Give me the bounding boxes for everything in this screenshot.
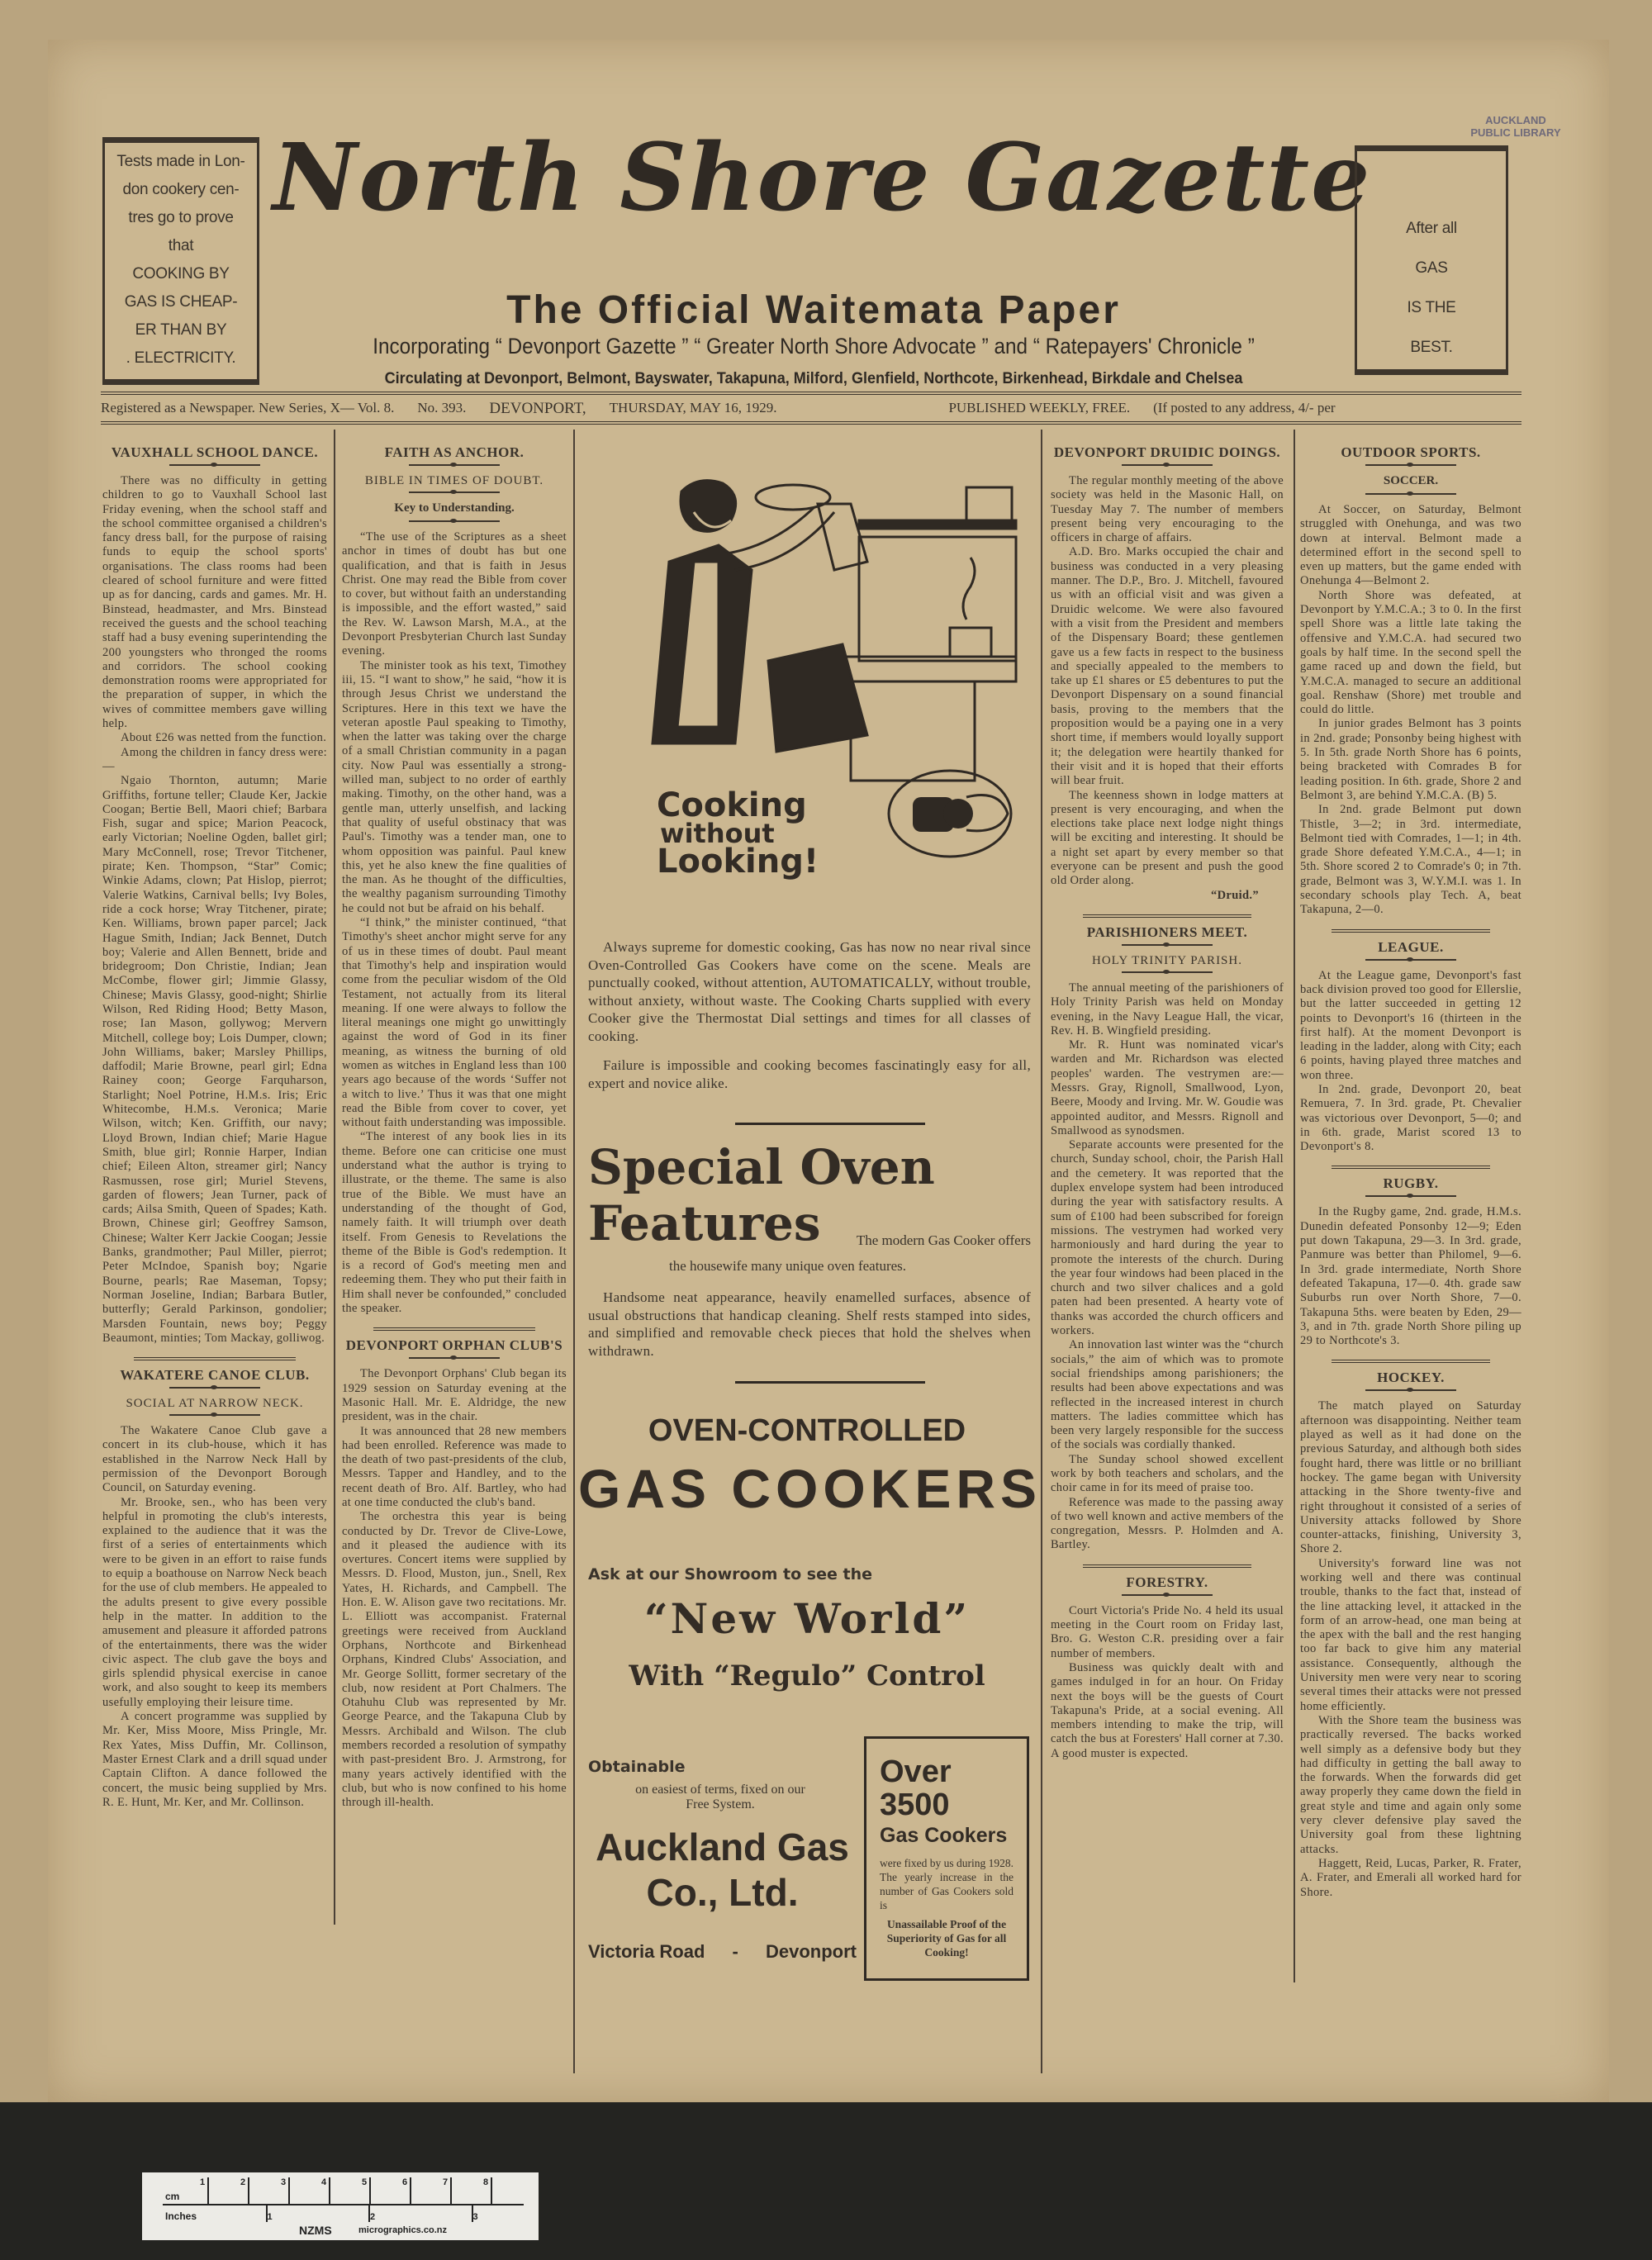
article-headline: FORESTRY.: [1126, 1574, 1208, 1590]
ornament-rule: [409, 1357, 500, 1359]
ornament-rule: [409, 520, 500, 522]
column-4: [1051, 438, 1284, 2098]
cm-tick: 7: [443, 2177, 452, 2204]
ear-line: don cookery cen-: [122, 181, 240, 198]
dateline-rule: [101, 421, 1521, 425]
gas-cookers-heading: GAS COOKERS: [578, 1458, 1042, 1519]
article: [1300, 444, 1521, 918]
scale-ruler: [142, 2172, 539, 2240]
article: [1051, 1564, 1284, 1761]
address-separator: -: [732, 1941, 738, 1962]
column-divider: [1041, 430, 1042, 2073]
article-paragraph: The Sunday school showed excellent work by both teachers and scholars, and the choir came in for its meed of praise too.: [1051, 1452, 1284, 1495]
showroom-line: Ask at our Showroom to see the: [588, 1565, 872, 1583]
ornament-rule: [1122, 1594, 1213, 1596]
article-paragraph: The annual meeting of the parishioners of Holy Trinity Parish was held on Monday evening, in the Navy League Hall, the vicar, Rev. H. B. Wingfield presiding.: [1051, 980, 1284, 1037]
cm-label: cm: [165, 2191, 180, 2202]
article-headline: WAKATERE CANOE CLUB.: [120, 1367, 310, 1384]
ruler-website: micrographics.co.nz: [358, 2225, 447, 2235]
box-over: Over: [880, 1754, 952, 1789]
article-subheading: Key to Understanding.: [394, 501, 515, 515]
terms-text: [588, 1783, 852, 1812]
article: [102, 1357, 327, 1810]
inches-label: Inches: [165, 2210, 197, 2222]
article: [342, 1327, 567, 1810]
ornament-rule: [409, 464, 500, 466]
ear-line: IS THE: [1407, 299, 1456, 316]
article-headline: VAUXHALL SCHOOL DANCE.: [111, 444, 319, 460]
ornament-rule: [1122, 971, 1213, 973]
article-paragraph: A concert programme was supplied by Mr. Ker, Miss Moore, Miss Pringle, Mr. Rex Yates, Miss Duffin, Mr. Collinson, Master Ernest Clark and a drill squad under Captain Clifton. A dance followed the concert, the music being supplied by Mrs. R. E. Hunt, Mr. Ker, and Mr. Collinson.: [102, 1710, 327, 1809]
article: [1300, 1360, 1521, 1899]
sales-box: [864, 1736, 1029, 1981]
ear-line: After all: [1406, 220, 1457, 237]
inch-tick: 2: [368, 2204, 375, 2222]
cm-tick: 5: [362, 2177, 371, 2204]
gas-cooker-advert: [578, 438, 1042, 2098]
article-paragraph: The Wakatere Canoe Club gave a concert in its club-house, which it has established in the Narrow Neck Hall by permission of the Devonport Borough Council, on Saturday evening.: [102, 1424, 327, 1495]
ear-line: ER THAN BY: [135, 321, 227, 339]
article-subheading: BIBLE IN TIMES OF DOUBT.: [364, 474, 544, 487]
company-name: Auckland Gas: [596, 1826, 849, 1868]
column-divider: [573, 430, 575, 2073]
ear-line: . ELECTRICITY.: [126, 349, 236, 367]
article-paragraph: Mr. Brooke, sen., who has been very helpful in promoting the club's interests, explained to the audience that it was the first of a series of entertainments which were to be given in an effort to raise funds to equip a boathouse on Narrow Neck beach for the use of club members. He appealed to the adults present to give every possible help in the matter. In addition to the amusement and pleasure it afforded patrons of the entertainments, there was the wider civic aspect. The club gave the boys and girls splendid physical exercise in canoe work, and also sought to keep its members usefully employing their leisure time.: [102, 1495, 327, 1709]
article: [1300, 1166, 1521, 1348]
slogan-line: Looking!: [657, 843, 819, 881]
regulo-heading: With “Regulo” Control: [629, 1659, 985, 1693]
article-separator: [373, 1327, 535, 1331]
ear-line: BEST.: [1410, 339, 1453, 356]
ear-line: Tests made in Lon-: [116, 153, 245, 170]
advert-rule: [735, 1123, 925, 1125]
publication-frequency: PUBLISHED WEEKLY, FREE.: [948, 400, 1131, 415]
article-separator: [1332, 1166, 1491, 1169]
article-separator: [134, 1357, 296, 1360]
article-paragraph: The Devonport Orphans' Club began its 1929 session on Saturday evening at the Masonic Hall. Mr. E. Aldridge, the new president, was in the chair.: [342, 1367, 567, 1424]
registration: Registered as a Newspaper. New Series, X— Vol. 8.: [101, 400, 395, 415]
inch-tick: 1: [266, 2204, 273, 2222]
advert-paragraph: Failure is impossible and cooking becomes fascinatingly easy for all, expert and novice alike.: [588, 1057, 1031, 1091]
article-paragraph: “The interest of any book lies in its theme. Before one can criticise one must understand what the author is trying to illustrate, or the theme. The same is also true of the Bible. We must have an understanding of the thought of God, namely faith. It will triumph over death itself. From Genesis to Revelations the theme of the Bible is God's redemption. It is a record of God's meeting men and redeeming them. They who put their faith in Him shall never be confounded,” concluded the speaker.: [342, 1130, 567, 1316]
ornament-rule: [169, 1387, 260, 1389]
ornament-rule: [409, 491, 500, 493]
dateline: [101, 400, 1521, 418]
article: [342, 444, 567, 1316]
article: [1051, 444, 1284, 903]
advert-paragraph: Always supreme for domestic cooking, Gas has now no near rival since Oven-Controlled Gas Cookers have come on the scene. Meals are punctually cooked, without attention, AUTOMATICALLY, without trouble, without anxiety, without waste. The Cooking Charts supplied with every Cooker give the Thermostat Dial settings and times for all classes of cooking.: [588, 939, 1031, 1044]
article-paragraph: About £26 was netted from the function.: [121, 731, 327, 745]
article-signature: “Druid.”: [1211, 888, 1259, 902]
special-aside: The modern Gas Cooker offers: [856, 1232, 1031, 1248]
article-paragraph: An innovation last winter was the “church socials,” the aim of which was to promote social friendships among parishioners; the results had been above expectations and was reflected in the increased interest in church matters. The ladies committee which has been very largely responsible for the success of the socials was cordially thanked.: [1051, 1338, 1284, 1452]
box-cookers: Gas Cookers: [880, 1824, 1008, 1847]
article: [1300, 929, 1521, 1155]
ornament-rule: [169, 464, 260, 466]
column-1: [102, 438, 327, 2098]
special-aside: the housewife many unique oven features.: [669, 1258, 907, 1274]
terms-line: Free System.: [686, 1797, 755, 1811]
new-world-heading: “New World”: [643, 1594, 971, 1643]
ear-line: GAS: [1415, 259, 1448, 277]
masthead-circulation: Circulating at Devonport, Belmont, Bayswater, Takapuna, Milford, Glenfield, Northcote, Birkenhead, Birkdale and Chelsea: [384, 370, 1243, 387]
article-paragraph: The match played on Saturday afternoon was disappointing. Neither team played as well as it had done on the previous Saturday, and although both sides fought hard, there was little or no brilliant hockey. The game began with University attacking in the Shore twenty-five and right throughout it consisted of a series of University attacks followed by Shore counter-attacks, finishing, University 3, Shore 2.: [1300, 1399, 1521, 1556]
library-stamp: [1454, 114, 1578, 139]
article-paragraph: In 2nd. grade Belmont put down Thistle, 3—2; in 3rd. intermediate, Belmont tied with Comrades, 1—1; in 4th. grade Shore defeated Y.M.C.A., 4—1; in 5th. Shore scored 2 to Comrade's 0; in 7th. grade, Belmont was 3, W.Y.M.I. was 1. In secondary schools play Tech. A, beat Takapuna, 2—0.: [1300, 803, 1521, 917]
article-paragraph: Among the children in fancy dress were:—: [102, 745, 327, 773]
article-headline: DEVONPORT DRUIDIC DOINGS.: [1053, 444, 1281, 460]
masthead-incorporating: Incorporating “ Devonport Gazette ” “ Greater North Shore Advocate ” and “ Ratepayers' Chronicle ”: [373, 334, 1255, 358]
slogan: [657, 786, 819, 881]
woman-at-gas-cooker-illustration: [603, 454, 1032, 785]
article-paragraph: It was announced that 28 new members had been enrolled. Reference was made to the death of two past-presidents of the club, Messrs. Tapper and Handley, and to the recent death of Bro. Alf. Bartley, who had at one time conducted the club's band.: [342, 1424, 567, 1509]
right-ear-advert: [1355, 145, 1508, 375]
ornament-rule: [1365, 464, 1456, 466]
article-paragraph: Mr. R. Hunt was nominated vicar's warden and Mr. Richardson was elected peoples' warden. The vestrymen are:—Messrs. Gray, Rignoll, Smallwood, Lyon, Beere, Moody and Irving. Mr. W. Goudie was appointed auditor, and Messrs. Rignoll and Smallwood as synodsmen.: [1051, 1038, 1284, 1137]
masthead-rule: [101, 392, 1521, 395]
special-oven-heading: Features: [588, 1195, 821, 1251]
article-paragraph: Separate accounts were presented for the church, Sunday school, choir, the Parish Hall and the cemetery. It was reported that the duplex envelope system had been introduced during the year with satisfactory results. A sum of £100 had been subscribed for foreign missions. The vestrymen had worked very harmoniously and hard during the year to promote the interests of the church. During the year four windows had been placed in the church and two silver chalices and a gold paten had been presented. A hearty vote of thanks was accorded the church officers and workers.: [1051, 1138, 1284, 1338]
cm-tick: 4: [321, 2177, 330, 2204]
stamp-line: AUCKLAND: [1485, 114, 1546, 126]
left-ear-advert: [102, 137, 259, 385]
column-divider: [334, 430, 335, 1925]
article-separator: [1083, 1564, 1251, 1568]
advert-rule: [735, 1381, 925, 1384]
column-2: [342, 438, 567, 2098]
article-paragraph: With the Shore team the business was practically reversed. The backs worked well simply as a defensive body but they had difficulty in getting the ball away to the forwards. When the forwards did get away properly they came down the field in great style and time and again only some very clever defensive play saved the University goal from these lightning attacks.: [1300, 1713, 1521, 1856]
article-paragraph: There was no difficulty in getting children to go to Vauxhall School last Friday evening, when the school staff and the school committee organised a children's fancy dress ball, for the purpose of raising funds to equip the school sports' organisations. The class rooms had been cleared of school furniture and were fitted up as for dancing, cards and games. Mr. H. Binstead, headmaster, and Mrs. Binstead received the guests and the school teaching staff had a busy evening superintending the 200 youngsters who thronged the rooms and corridors. The school cooking demonstration rooms were appropriated for the preparation of supper, in which the wives of committee members gave willing help.: [102, 474, 327, 731]
slogan-line: without: [660, 818, 775, 849]
article-paragraph: “The use of the Scriptures as a sheet anchor in times of doubt has but one qualification, and that is faith in Jesus Christ. One may read the Bible from cover to cover, but without faith an understanding is impossible, and the effort wasted,” said the Rev. W. Lawson Marsh, M.A., at the Devonport Presbyterian Church last Sunday evening.: [342, 530, 567, 658]
box-text: were fixed by us during 1928. The yearly increase in the number of Gas Cookers sold is: [880, 1857, 1014, 1911]
article-headline: HOCKEY.: [1377, 1370, 1445, 1386]
article-paragraph: In 2nd. grade, Devonport 20, beat Remuera, 7. In 3rd. grade, Pt. Chevalier was victorious over Devonport, 5—0; and in 6th. grade, Marist scored 13 to Devonport's 8.: [1300, 1082, 1521, 1154]
ornament-rule: [1365, 959, 1456, 961]
article-paragraph: Haggett, Reid, Lucas, Parker, R. Frater, A. Frater, and Emerali all worked hard for Shore.: [1300, 1856, 1521, 1899]
article-paragraph: Business was quickly dealt with and games indulged in for an hour. On Friday next the boys will be the guests of Court Takapuna's Pride, at a social evening. All members intending to make the trip, will catch the bus at Foresters' Hall corner at 7.30. A good muster is expected.: [1051, 1660, 1284, 1760]
masthead-subtitle: The Official Waitemata Paper: [506, 288, 1121, 332]
article-paragraph: North Shore was defeated, at Devonport by Y.M.C.A.; 3 to 0. In the first spell Shore was a little late taking the offensive and Y.M.C.A. had secured two goals by half time. In the second spell the game raced up and down the field, but Y.M.C.A. managed to secure an additional goal. Renshaw (Shore) met trouble and could do little.: [1300, 588, 1521, 717]
special-oven-heading: Special Oven: [588, 1139, 935, 1195]
slogan-line: Cooking: [657, 786, 807, 824]
address-town: Devonport: [766, 1941, 857, 1962]
article-separator: [1083, 914, 1251, 918]
ruler-brand: NZMS: [299, 2224, 332, 2237]
oven-controlled-heading: OVEN-CONTROLLED: [648, 1413, 966, 1448]
obtainable-label: Obtainable: [588, 1758, 686, 1776]
stamp-line: PUBLIC LIBRARY: [1470, 126, 1561, 139]
article-headline: RUGBY.: [1383, 1175, 1439, 1192]
box-number: 3500: [880, 1788, 950, 1822]
article-paragraph: A.D. Bro. Marks occupied the chair and business was conducted in a very pleasing manner. The D.P., Bro. J. Mitchell, favoured us with an official visit and was given a Druidic welcome. We were also favoured with a visit from the President and members of the Dispensary Board; these gentlemen gave us a few facts in respect to the business and specially appealed to the members to take up £1 shares or £5 debentures to put the Devonport Dispensary on a sound financial basis, proving to the members that the proposition would be a paying one in a very short time, if members would loyally support it; the delegation were heartily thanked for their visit and it is hoped that their efforts will bear fruit.: [1051, 545, 1284, 788]
article-paragraph: At Soccer, on Saturday, Belmont struggled with Onehunga, and was two down at interval. Belmont made a determined effort in the second spell to even up matters, but the game ended with Onehunga 4—Belmont 2.: [1300, 503, 1521, 588]
article-paragraph: Court Victoria's Pride No. 4 held its usual meeting in the Court room on Friday last, Bro. G. Weston C.R. presiding over a fair number of members.: [1051, 1603, 1284, 1660]
cm-tick: 8: [483, 2177, 492, 2204]
cm-tick: 3: [281, 2177, 290, 2204]
ornament-rule: [169, 1414, 260, 1416]
masthead-title: North Shore Gazette: [273, 124, 1372, 232]
article: [102, 444, 327, 1346]
article-headline: FAITH AS ANCHOR.: [384, 444, 525, 460]
ornament-rule: [1122, 944, 1213, 946]
ear-line: COOKING BY: [132, 265, 230, 282]
advert-paragraph: Handsome neat appearance, heavily enamelled surfaces, absence of usual obstructions that handicap cleaning. Shelf rests stamped into sides, and simplified and removable check pieces that hold the shelves when withdrawn.: [588, 1289, 1031, 1359]
features-text: [588, 1289, 1031, 1360]
article-headline: PARISHIONERS MEET.: [1086, 923, 1248, 940]
column-5: [1300, 438, 1521, 2098]
article-separator: [1332, 1360, 1491, 1363]
terms-line: on easiest of terms, fixed on our: [635, 1783, 805, 1797]
company-address: [588, 1941, 857, 1963]
issue-number: No. 393.: [417, 400, 467, 415]
inch-tick: 3: [472, 2204, 478, 2222]
article: [1051, 914, 1284, 1553]
article-paragraph: In junior grades Belmont has 3 points in 2nd. grade; Ponsonby being highest with 5. In 5th. grade North Shore has 6 points, being bracketed with Comrades B for leading position. In 6th. grade, Shore 2 and Belmont 3, are behind Y.M.C.A. (B) 5.: [1300, 717, 1521, 802]
postage-note: (If posted to any address, 4/- per: [1153, 400, 1336, 415]
article-paragraph: At the League game, Devonport's fast back division proved too good for Ellerslie, but the latter succeeded in getting 12 points to Devonport's 16 (thirteen in the first half). At the moment Devonport is leading in the ladder, along with City; each 6 points, having played three matches and won three.: [1300, 968, 1521, 1082]
article-paragraph: The keenness shown in lodge matters at present is very encouraging, and when the elections take place next lodge night things will be exciting and interesting. It should be a night set apart by every member so that everyone can be present and push the good old Order along.: [1051, 788, 1284, 888]
cm-tick: 6: [402, 2177, 411, 2204]
cm-tick: 1: [200, 2177, 209, 2204]
cm-tick: 2: [240, 2177, 249, 2204]
box-proof: Unassailable Proof of the Superiority of Gas for all Cooking!: [886, 1918, 1007, 1959]
issue-date: THURSDAY, MAY 16, 1929.: [609, 400, 777, 415]
article-paragraph: Reference was made to the passing away of two well known and active members of the congregation, Messrs. P. Holmden and A. Bartley.: [1051, 1495, 1284, 1552]
ear-line: that: [168, 237, 194, 254]
ornament-rule: [1365, 1389, 1456, 1391]
ornament-rule: [1122, 464, 1213, 466]
advert-intro: [588, 938, 1031, 1092]
article-paragraph: University's forward line was not working well and there was continual trouble, thanks to the fact that, instead of the line attacking level, it attacked in the form of an arrow-head, one man being at the apex with the ball and the rest hanging too far back to give him any material assistance. Consequently, although the University men were very near to scoring several times their attacks were not pressed home efficiently.: [1300, 1556, 1521, 1713]
article-separator: [1332, 929, 1491, 933]
ruler-line: [163, 2204, 524, 2205]
ear-line: tres go to prove: [128, 209, 234, 226]
article-subheading: HOLY TRINITY PARISH.: [1092, 953, 1242, 967]
company-name: Co., Ltd.: [646, 1871, 799, 1914]
address-street: Victoria Road: [588, 1941, 705, 1962]
ear-line: GAS IS CHEAP-: [124, 293, 238, 311]
place: DEVONPORT,: [489, 400, 586, 417]
column-divider: [1294, 430, 1295, 1982]
ornament-rule: [1365, 493, 1456, 495]
article-headline: LEAGUE.: [1378, 938, 1444, 955]
article-headline: DEVONPORT ORPHAN CLUB'S: [345, 1337, 563, 1354]
article-paragraph: The minister took as his text, Timothey iii, 15. “I want to show,” he said, “how it is through Jesus Christ we understand the Scriptures. Here in this text we have the veteran apostle Paul speaking to Timothy, when the latter was taking over the charge of a small Christian community in a pagan city. Now Paul was essentially a strong-willed man, subject to no order of earthly making. Timothy, on the other hand, was a gentle man, utterly unselfish, and lacking that quality of useful obstinacy that was Paul's. Timothy was a tender man, one to whom opposition was painful. Paul knew this, yet he also knew the fine qualities of the man. As he thought of the difficulties, the wealthy paganism surrounding Timothy he could not but be afraid on his behalf.: [342, 658, 567, 915]
thermostat-dial-inset-icon: [884, 764, 1016, 863]
article-subheading: SOCCER.: [1383, 474, 1439, 487]
article-paragraph: In the Rugby game, 2nd. grade, H.M.s. Dunedin defeated Ponsonby 12—9; Eden put down Takapuna, 29—3. In 3rd. grade, Panmure was better than Philomel, 9—6. In 3rd. grade intermediate, North Shore defeated Takapuna, 17—0. 4th. grade saw Suburbs run over North Shore, 7—0. Takapuna 5ths. were beaten by Eden, 29—3, and in 7th. grade North Shore piling up 29 to Northcote's 3.: [1300, 1205, 1521, 1348]
article-paragraph: Ngaio Thornton, autumn; Marie Griffiths, fortune teller; Claude Ker, Jackie Coogan; Bertie Bell, Maori chief; Barbara Fish, sugar and spice; Marion Peacock, early Victorian; Noeline Ogden, ballet girl; Mary McConnell, rose; Trevor Titchener, pirate; Ken. Thompson, “Star” Comic; Winkie Adams, clown; Pat Hislop, pierrot; Valerie Watkins, Carnival bells; Ivy Boles, ride a cock horse; Wray Titchener, pirate; Ken. Williams, brown paper parcel; Jack Hague Smith, Indian; Jack Bennet, Dutch boy; Valerie and Allen Bennett, bride and bridegroom; Don Christie, Indian; Jean McCombe, flower girl; Jimmie Glassy, Chinese; Mavis Glassy, good-night; Shirlie Wilson, Red Riding Hood; Betty Mason, rose; Ian Mason, gollywog; Mervern Mitchell, college boy; Lois Dumper, clown; John Williams, baker; Marsley Phillips, daffodil; Marie Browne, pearl girl; Edna Rainey coon; George Farquharson, Starlight; Noel Potrine, H.M.s. Iris; Eric Whitecombe, H.M.s. Veronica; Marie Wilson, witch; Ken. Griffith, our navy; Lloyd Brown, Indian chief; Marie Hague Smith, blue girl; Ronnie Harper, Indian chief; Eileen Alton, streamer girl; Nancy Rasmussen, rose girl; Muriel Stevens, garden of flowers; Jean Turner, pack of cards; Ailsa Smith, Queen of Spades; Kath. Brown, Chinese girl; Geoffrey Samson, Chinese; Walter Kerr Jackie Coogan; Jessie Banks, grandmother; Paul Miller, pierrot; Peter McIndoe, Spanish boy; Ngarie Bourne, pearls; Rae Maseman, Topsy; Norman Joseline, Indian; Barbara Butler, butterfly; Gerald Parkinson, gondolier; Marsden Fountain, news boy; Peggy Beaumont, minties; Tom Mackay, golliwog.: [102, 774, 327, 1345]
article-paragraph: “I think,” the minister continued, “that Timothy's sheet anchor might serve for any of us in these times of doubt. Paul meant that Timothy's help and inspiration would come from the peculiar wisdom of the Old Testament, not actually from its literal meaning. If one were always to follow the literal meanings one might go unwittingly against the word of God in its finer meaning, as witness the burning of old women as witches in England less than 100 years ago because of the words ‘Suffer not a witch to live.’ Thus it was that one might read the Bible from cover to cover, yet without faith understanding was impossible.: [342, 916, 567, 1130]
article-headline: OUTDOOR SPORTS.: [1341, 444, 1481, 460]
article-paragraph: The regular monthly meeting of the above society was held in the Masonic Hall, on Tuesday May 7. The number of members present being very encouraging to the officers in charge of affairs.: [1051, 474, 1284, 545]
article-subheading: SOCIAL AT NARROW NECK.: [126, 1397, 304, 1411]
article-paragraph: The orchestra this year is being conducted by Dr. Trevor de Clive-Lowe, and it pleased the audience with its overtures. Concert items were supplied by Messrs. D. Flood, Muston, jun., Snell, Rex Yates, H. Richards, and Campbell. The Hon. E. W. Alison gave two recitations. Mr. L. Elliott was accompanist. Fraternal greetings were received from Auckland Orphans, Northcote and Birkenhead Orphans, Kindred Clubs' Association, and Mr. George Sollitt, former secretary of the club, now resident at Port Chalmers. The Otahuhu Club was represented by Mr. George Pearce, and the Takapuna Club by Messrs. Archibald and Wilson. The club members recorded a resolution of sympathy with past-president Bro. J. Armstrong, for many years actively identified with the club, but who is now confined to his home through ill-health.: [342, 1510, 567, 1810]
ornament-rule: [1365, 1195, 1456, 1197]
